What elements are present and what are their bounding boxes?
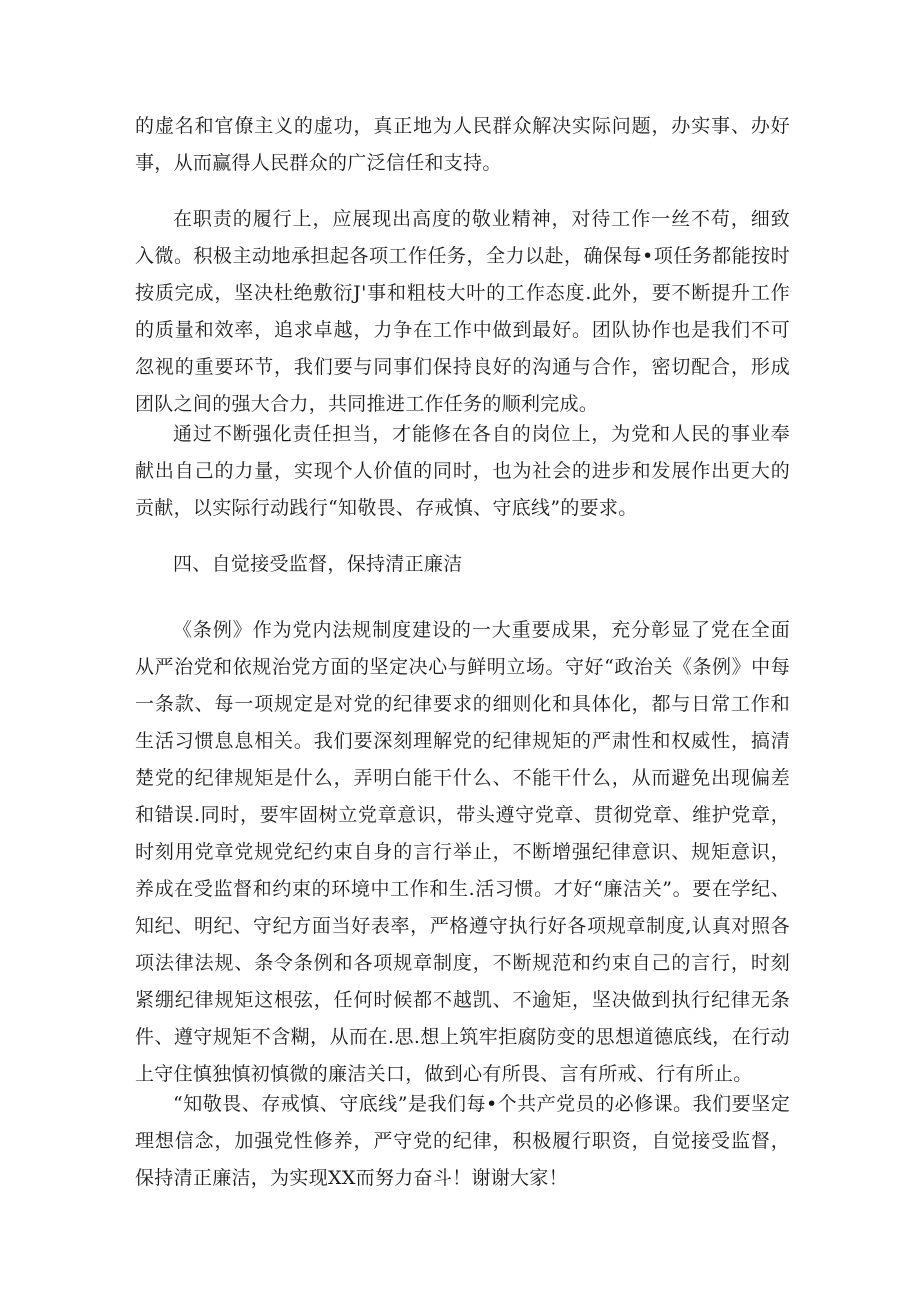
section-heading-four: 四、自觉接受监督，保持清正廉洁 — [173, 553, 463, 575]
paragraph-responsibility: 通过不断强化责任担当，才能修在各自的岗位上，为党和人民的事业奉献出自己的力量，实现个人价值的同时，也为社会的进步和发展作出更大的贡献，以实际行动践行“知敬畏、存戒慎、守底线”的要求。 — [135, 423, 790, 519]
paragraph-regulations: 《条例》作为党内法规制度建设的一大重要成果，充分彰显了党在全面从严治党和依规治党方面的坚定决心与鲜明立场。守好“政治关《条例》中每一条款、每一项规定是对党的纪律要求的细则化和具体化，都与日常工作和生活习惯息息相关。我们要深刻理解党的纪律规矩的严肃性和权威性，搞清楚党的纪律规矩是什么，弄明白能干什么、不能干什么，从而避免出现偏差和错误.同时，要牢固树立党章意识，带头遵守党章、贯彻党章、维护党章，时刻用党章党规党纪约束自身的言行举止，不断增强纪律意识、规矩意识，养成在受监督和约束的环境中工作和生.活习惯。才好“廉洁关”。要在学纪、知纪、明纪、守纪方面当好表率，严格遵守执行好各项规章制度,认真对照各项法律法规、条令条例和各项规章制度，不断规范和约束自己的言行，时刻紧绷纪律规矩这根弦，任何时候都不越凯、不逾矩，坚决做到执行纪律无条件、遵守规矩不含糊，从而在.思.想上筑牢拒腐防变的思想道德底线，在行动上守住慎独慎初慎微的廉洁关口，做到心有所畏、言有所戒、行有所止。 — [135, 619, 790, 1085]
paragraph-continuation: 的虚名和官僚主义的虚功，真正地为人民群众解决实际问题，办实事、办好事，从而赢得人民群众的广泛信任和支持。 — [135, 115, 790, 174]
paragraph-closing: “知敬畏、存戒慎、守底线”是我们每•个共产党员的必修课。我们要坚定理想信念，加强党性修养，严守党的纪律，积极履行职资，自觉接受监督，保持清正廉洁，为实现XX而努力奋斗！谢谢大家！ — [135, 1093, 790, 1189]
paragraph-duty-performance: 在职责的履行上，应展现出高度的敬业精神，对待工作一丝不苟，细致入微。积极主动地承担起各项工作任务，全力以赴，确保每•项任务都能按时按质完成，坚决杜绝敷衍J'事和粗枝大叶的工作态度.此外，要不断提升工作的质量和效率，追求卓越，力争在工作中做到最好。团队协作也是我们不可忽视的重要环节，我们要与同事们保持良好的沟通与合作，密切配合，形成团队之间的强大合力，共同推进工作任务的顺利完成。 — [135, 208, 790, 415]
